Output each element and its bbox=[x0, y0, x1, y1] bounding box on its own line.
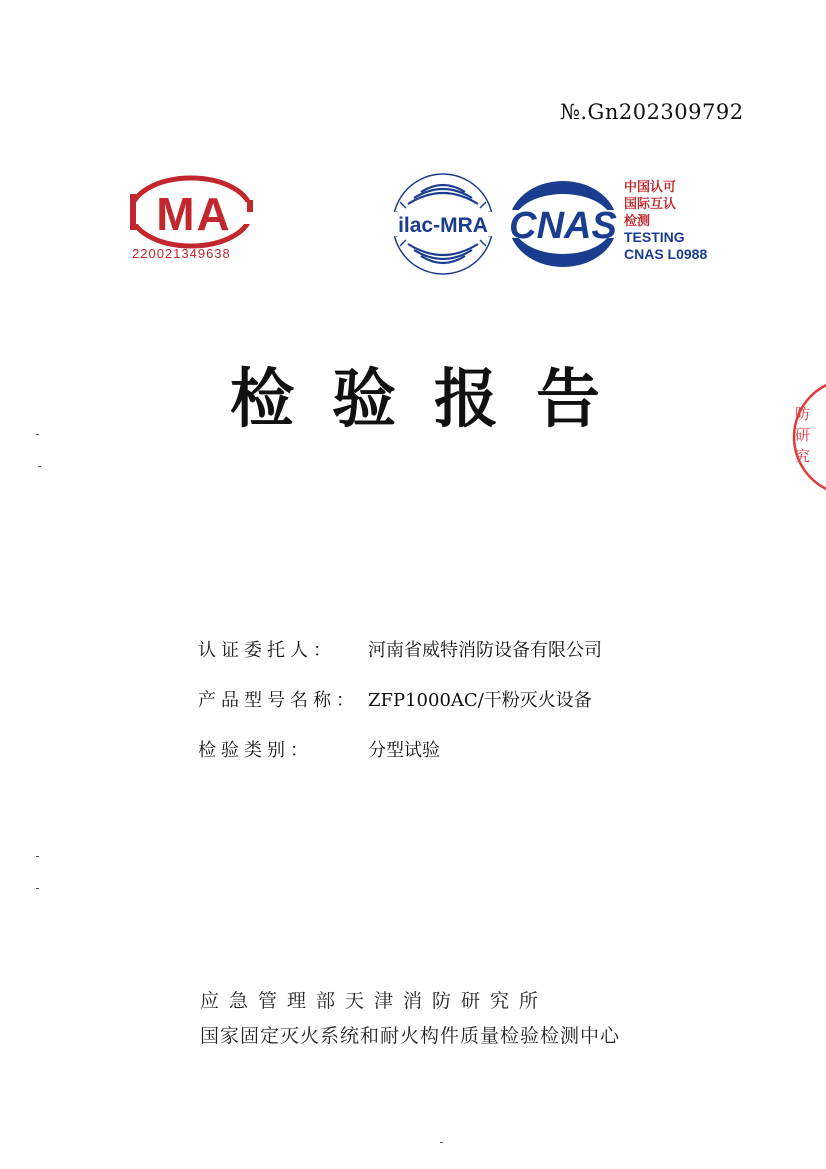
cma-number: 220021349638 bbox=[132, 246, 231, 261]
ilac-mra-text: ilac-MRA bbox=[398, 214, 488, 237]
info-label: 检验类别： bbox=[198, 740, 313, 761]
ilac-mra-logo bbox=[386, 172, 500, 278]
issuer-center: 国家固定灭火系统和耐火构件质量检验检测中心 bbox=[200, 1025, 621, 1047]
cnas-text-line: 检测 bbox=[624, 213, 651, 228]
seal-text: 防研究 bbox=[793, 406, 811, 469]
info-value: ZFP1000AC/干粉灭火设备 bbox=[368, 690, 592, 711]
cma-logo-text: MA bbox=[156, 188, 232, 240]
info-row-category bbox=[198, 736, 602, 786]
scan-speck bbox=[440, 1142, 443, 1143]
scan-speck bbox=[38, 466, 41, 467]
cnas-text-line: 国际互认 bbox=[624, 196, 677, 211]
cnas-text-line: CNAS L0988 bbox=[624, 246, 708, 262]
cnas-accreditation-text bbox=[624, 178, 707, 263]
info-value: 河南省威特消防设备有限公司 bbox=[368, 640, 602, 661]
info-label: 认证委托人： bbox=[198, 640, 336, 661]
page-title: 检验报告 bbox=[230, 363, 638, 437]
info-label: 产品型号名称： bbox=[198, 690, 359, 711]
scan-speck bbox=[36, 434, 39, 435]
scan-speck bbox=[36, 888, 39, 889]
cnas-logo-text: CNAS bbox=[509, 205, 617, 247]
info-row-client bbox=[198, 636, 602, 686]
info-row-product bbox=[198, 686, 602, 736]
report-info bbox=[198, 636, 602, 786]
report-number: №.Gn202309792 bbox=[560, 100, 744, 124]
scan-speck bbox=[36, 856, 39, 857]
cnas-text-line: 中国认可 bbox=[624, 179, 677, 194]
cnas-logo bbox=[504, 178, 622, 270]
issuer-name: 应急管理部天津消防研究所 bbox=[200, 990, 549, 1012]
issuer-block bbox=[200, 986, 620, 1048]
cnas-text-line: TESTING bbox=[624, 229, 685, 245]
partial-seal bbox=[790, 372, 826, 502]
info-value: 分型试验 bbox=[368, 740, 440, 761]
